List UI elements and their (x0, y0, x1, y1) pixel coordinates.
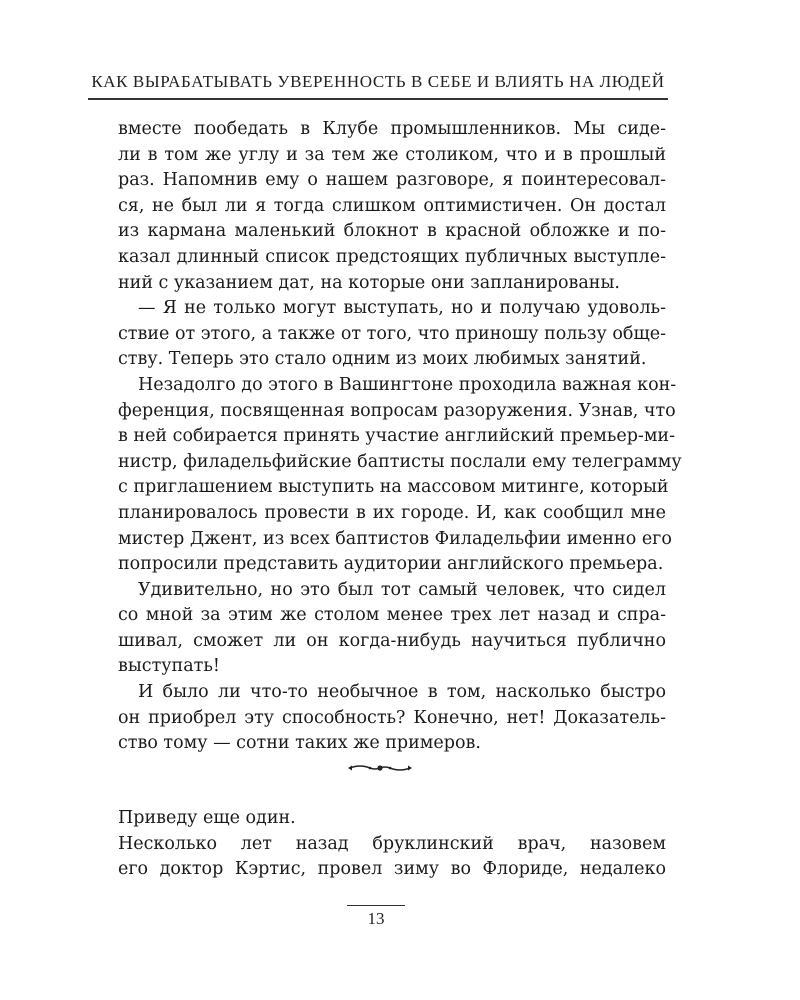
section-break-ornament-icon (340, 760, 420, 776)
main-text-block (118, 117, 682, 757)
text-line: Несколько лет назад бруклинский врач, назовем (118, 833, 666, 854)
paragraph-2 (118, 296, 666, 373)
running-header-title: КАК ВЫРАБАТЫВАТЬ УВЕРЕННОСТЬ В СЕБЕ И ВЛИЯТЬ НА ЛЮДЕЙ (91, 72, 665, 91)
text-line: Удивительно, но это был тот самый человек, что сидел (138, 579, 666, 600)
text-line: И было ли что-то необычное в том, насколько быстро (138, 682, 666, 703)
text-line: с приглашением выступить на массовом митинге, который (118, 477, 669, 498)
text-line: попросили представить аудитории английского премьера. (118, 554, 664, 575)
text-line: — Я не только могут выступать, но и получаю удоволь- (138, 298, 666, 319)
text-line: со мной за этим же столом менее трех лет назад и спра- (118, 605, 666, 626)
text-line: из кармана маленький блокнот в красной обложке и по- (118, 221, 666, 242)
page-number-rule (347, 905, 405, 906)
text-line: ференция, посвященная вопросам разоружения. Узнав, что (118, 400, 676, 421)
text-line: ствие от этого, а также от того, что приношу пользу обще- (118, 323, 666, 344)
text-line: Приведу еще один. (118, 808, 296, 828)
page-number: 13 (367, 909, 385, 928)
paragraph-3 (118, 373, 682, 578)
text-line: его доктор Кэртис, провел зиму во Флориде, недалеко (118, 859, 666, 880)
text-line: вместе пообедать в Клубе промышленников. Мы сиде- (118, 119, 666, 139)
text-line: казал длинный список предстоящих публичных выступле- (118, 246, 666, 267)
text-line: он приобрел эту способность? Конечно, нет! Доказатель- (118, 707, 666, 728)
header-rule (88, 98, 668, 100)
text-line: ний с указанием дат, на которые они запланированы. (118, 272, 620, 293)
text-line: ство тому — сотни таких же примеров. (118, 733, 481, 754)
text-line: ся, не был ли я тогда слишком оптимистичен. Он достал (118, 195, 666, 216)
text-line: Незадолго до этого в Вашингтоне проходила важная кон- (138, 374, 677, 395)
paragraph-7 (118, 832, 666, 883)
paragraph-6 (118, 806, 666, 832)
text-line: ли в том же углу и за тем же столиком, что и в прошлый (118, 144, 666, 165)
paragraph-5 (118, 680, 666, 757)
text-line: выступать! (118, 656, 220, 677)
text-line: в ней собирается принять участие английский премьер-ми- (118, 426, 676, 447)
text-after-break (118, 806, 666, 883)
text-line: ству. Теперь это стало одним из моих любимых занятий. (118, 349, 647, 370)
text-line: нистр, филадельфийские баптисты послали ему телеграмму (118, 451, 682, 472)
text-line: мистер Джент, из всех баптистов Филадельфии именно его (118, 528, 672, 549)
text-line: шивал, сможет ли он когда-нибудь научиться публично (118, 630, 666, 651)
text-line: раз. Напомнив ему о нашем разговоре, я поинтересовал- (118, 170, 666, 191)
text-line: планировалось провести в их городе. И, как сообщил мне (118, 502, 666, 523)
paragraph-4 (118, 578, 666, 680)
paragraph-1 (118, 117, 666, 296)
